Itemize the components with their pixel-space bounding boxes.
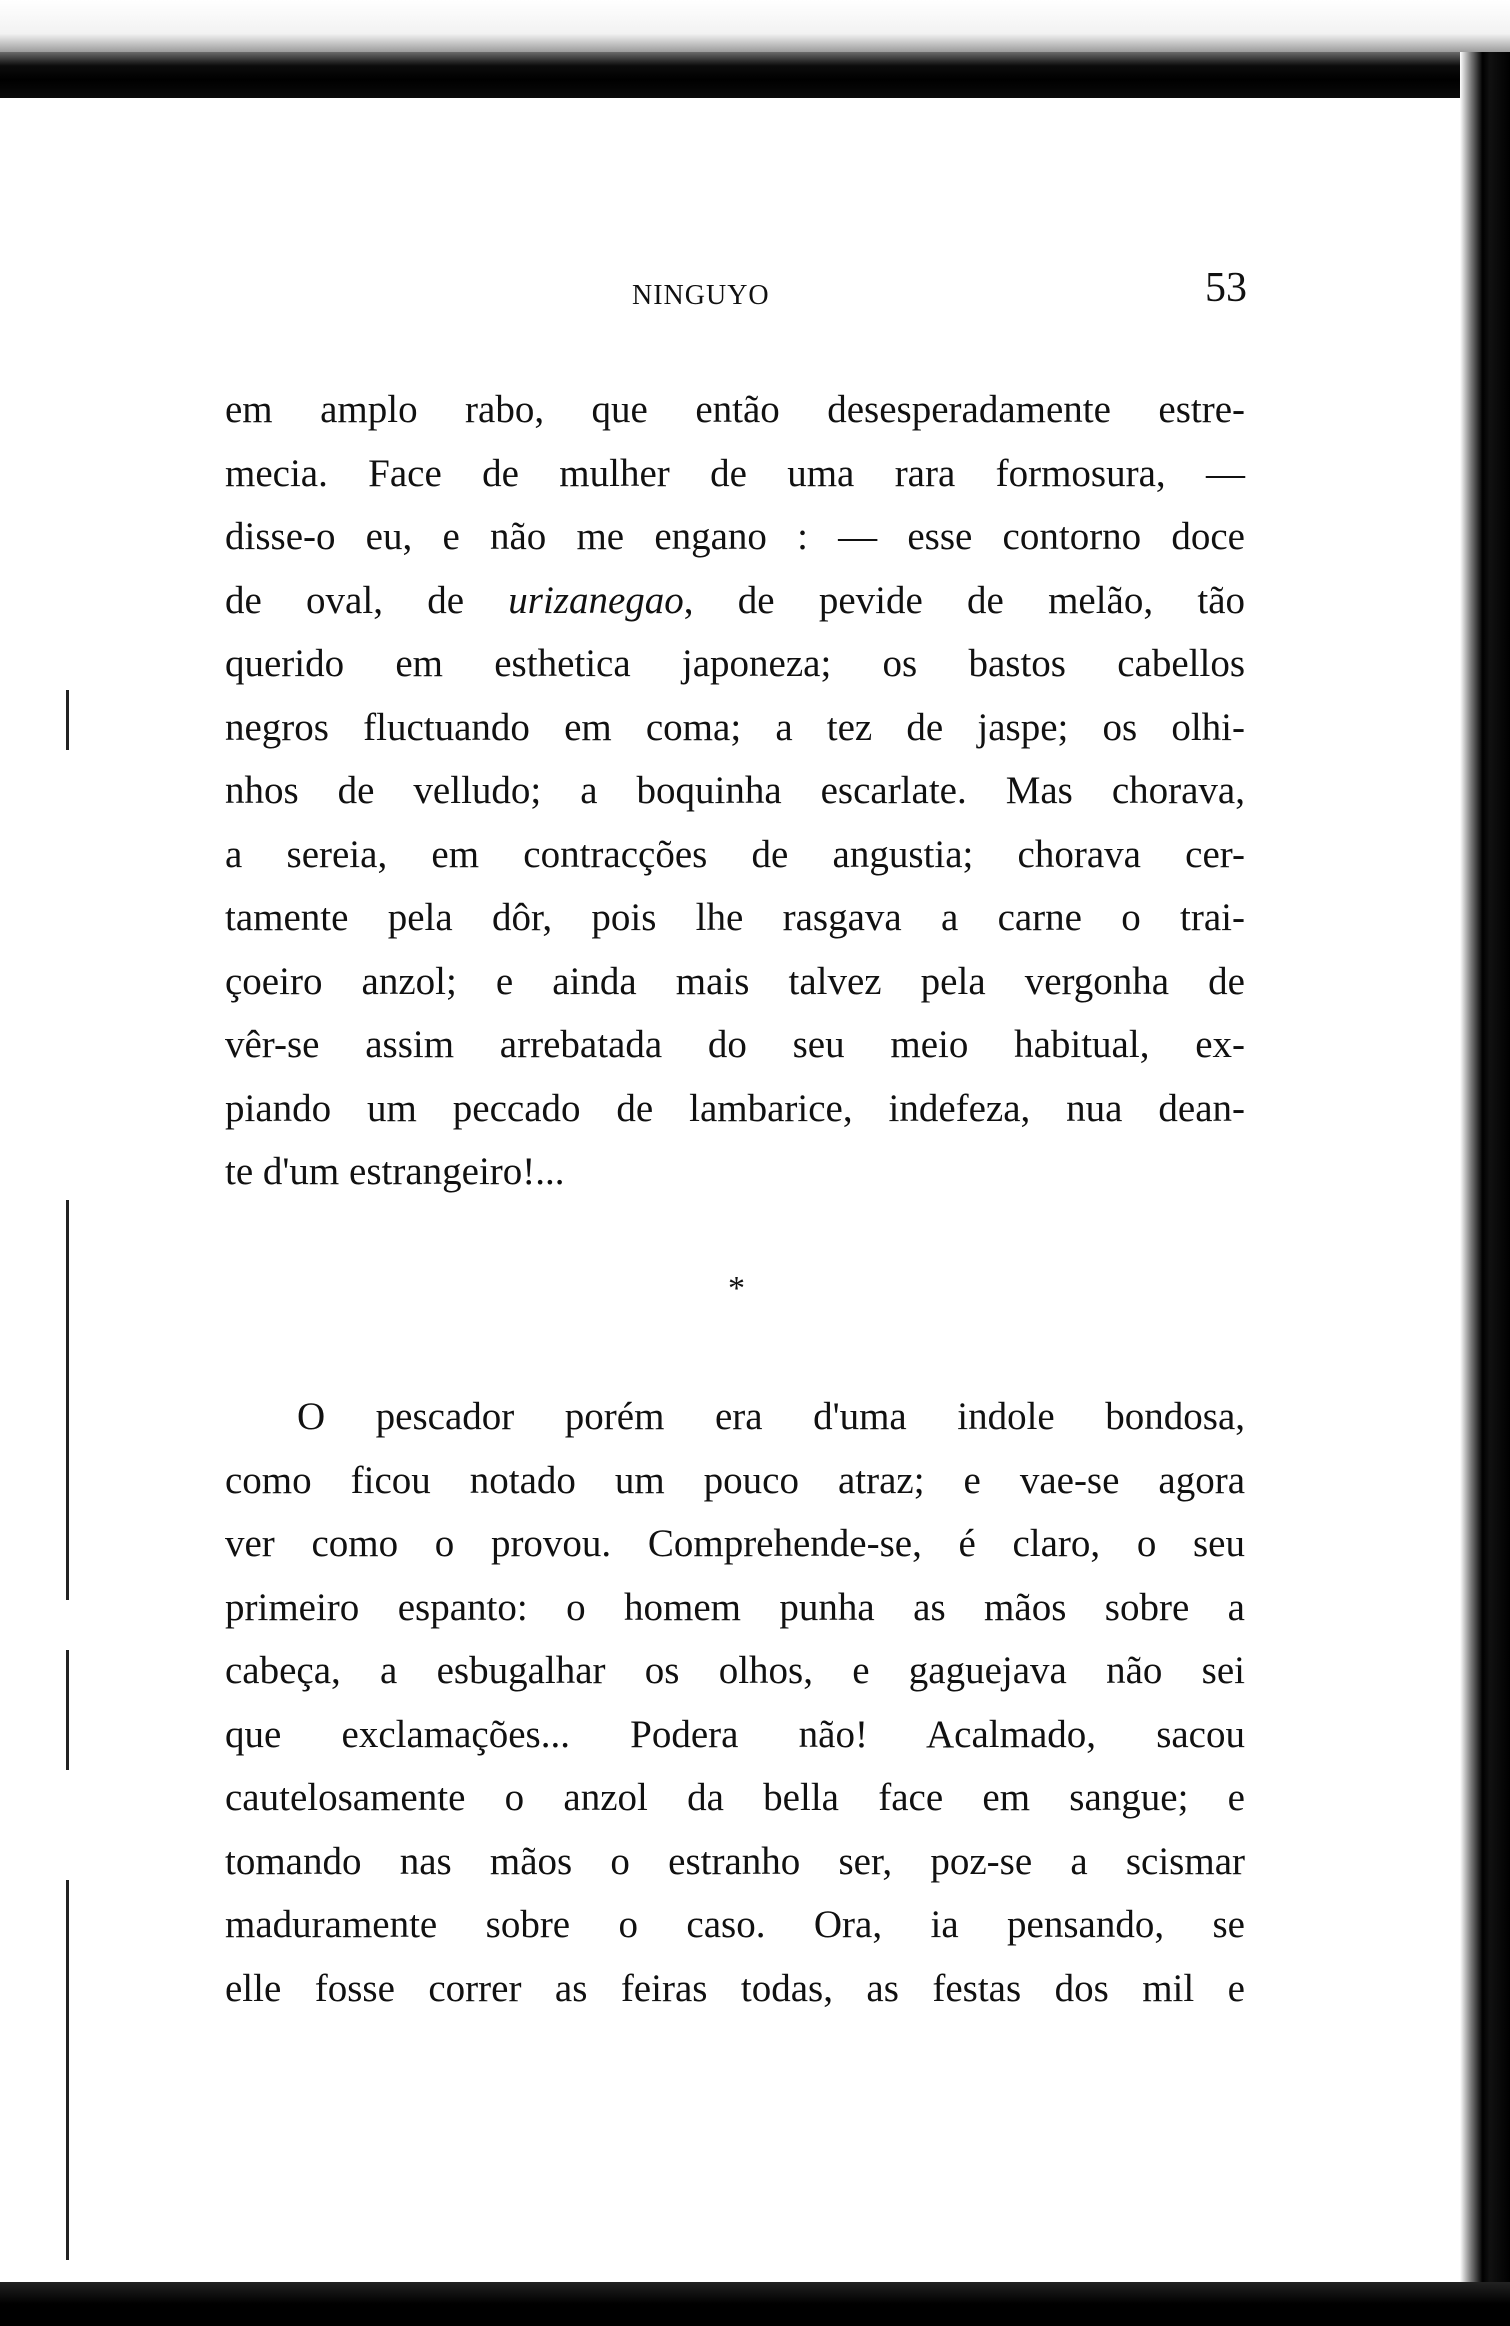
scan-top-shadow (0, 0, 1510, 56)
running-head (0, 262, 1510, 322)
running-title: NINGUYO (632, 280, 770, 311)
text-line: cabeça, a esbugalhar os olhos, e gaguejava não sei (225, 1649, 1245, 1692)
text-line: disse-o eu, e não me engano : — esse contorno doce (225, 515, 1245, 558)
text-line: que exclamações... Podera não! Acalmado, sacou (225, 1712, 1245, 1756)
text-line: tomando nas mãos o estranho ser, poz-se a scismar (225, 1839, 1245, 1883)
scan-margin-mark (66, 690, 69, 750)
paragraph (225, 1385, 1245, 2020)
italic-term: urizanegao (508, 578, 684, 622)
scan-top-border (0, 52, 1510, 98)
text-line: piando um peccado de lambarice, indefeza, nua dean- (225, 1086, 1245, 1130)
page-number: 53 (1205, 265, 1247, 311)
text-line: maduramente sobre o caso. Ora, ia pensando, se (225, 1903, 1245, 1946)
scan-margin-mark (66, 1650, 69, 1770)
text-line: mecia. Face de mulher de uma rara formosura, — (225, 451, 1245, 495)
text-line: cautelosamente o anzol da bella face em sangue; e (225, 1776, 1245, 1819)
section-break-asterisk: * (728, 1270, 745, 1307)
text-line: O pescador porém era d'uma indole bondosa, (297, 1395, 1245, 1438)
scan-margin-mark (66, 1200, 69, 1600)
scan-right-border (1460, 52, 1510, 2326)
scan-bottom-border (0, 2282, 1510, 2326)
text-line: elle fosse correr as feiras todas, as festas dos mil e (225, 1966, 1245, 2010)
text-line: negros fluctuando em coma; a tez de jaspe; os olhi- (225, 705, 1245, 749)
text-line: çoeiro anzol; e ainda mais talvez pela vergonha de (225, 959, 1245, 1003)
text-line: ver como o provou. Comprehende-se, é claro, o seu (225, 1522, 1245, 1565)
text-line: tamente pela dôr, pois lhe rasgava a carne o trai- (225, 896, 1245, 939)
text-line: vêr-se assim arrebatada do seu meio habitual, ex- (225, 1023, 1245, 1066)
text-line: querido em esthetica japoneza; os bastos cabellos (225, 642, 1245, 685)
text-line: te d'um estrangeiro!... (225, 1150, 565, 1193)
text-line: de oval, de urizanegao, de pevide de melão, tão (225, 578, 1246, 622)
paragraph (225, 378, 1245, 1204)
text-line: como ficou notado um pouco atraz; e vae-se agora (225, 1458, 1245, 1502)
text-line: nhos de velludo; a boquinha escarlate. Mas chorava, (225, 769, 1245, 812)
text-line: a sereia, em contracções de angustia; chorava cer- (225, 832, 1245, 876)
text-line: em amplo rabo, que então desesperadamente estre- (225, 388, 1245, 431)
text-line: primeiro espanto: o homem punha as mãos sobre a (225, 1585, 1245, 1629)
scan-margin-mark (66, 1880, 69, 2260)
